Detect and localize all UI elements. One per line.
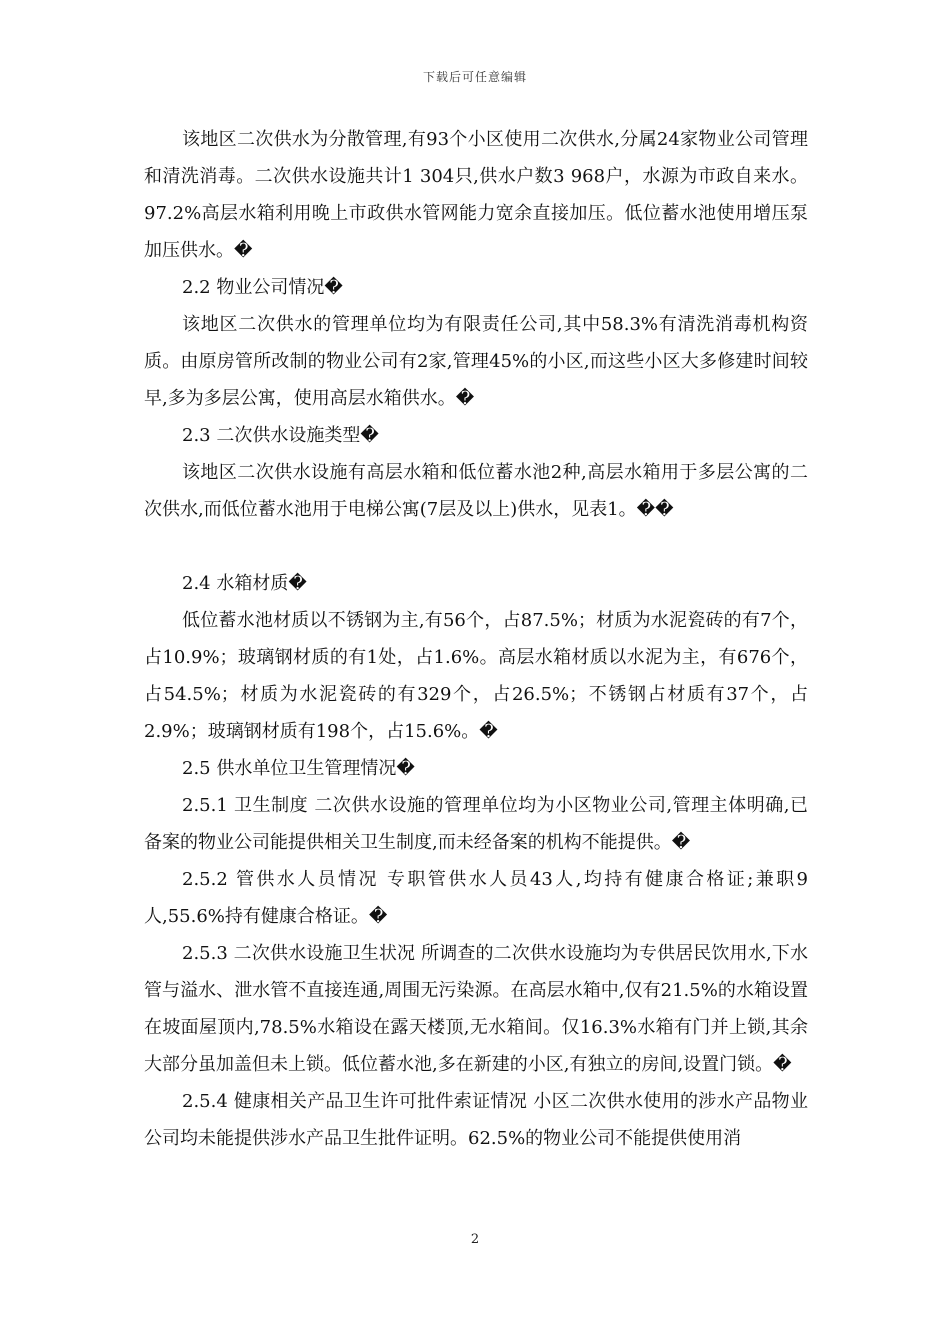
section-heading-2-4: 2.4 水箱材质� (182, 573, 307, 594)
blank-line (144, 528, 808, 565)
section-heading-2-2: 2.2 物业公司情况� (182, 277, 343, 298)
section-heading-2-3: 2.3 二次供水设施类型� (182, 425, 379, 446)
paragraph-tank-materials: 低位蓄水池材质以不锈钢为主,有56个，占87.5%；材质为水泥瓷砖的有7个，占10.9%；玻璃钢材质的有1处，占1.6%。高层水箱材质以水泥为主，有676个，占54.5%；材质为水泥瓷砖的有329个，占26.5%；不锈钢占材质有37个，占2.9%；玻璃钢材质有198个，占15.6%。� (144, 610, 808, 742)
paragraph-property-companies: 该地区二次供水的管理单位均为有限责任公司,其中58.3%有清洗消毒机构资质。由原房管所改制的物业公司有2家,管理45%的小区,而这些小区大多修建时间较早,多为多层公寓，使用高层水箱供水。� (144, 314, 808, 409)
paragraph-facility-hygiene: 2.5.3 二次供水设施卫生状况 所调查的二次供水设施均为专供居民饮用水,下水管与溢水、泄水管不直接连通,周围无污染源。在高层水箱中,仅有21.5%的水箱设置在坡面屋顶内,78.5%水箱设在露天楼顶,无水箱间。仅16.3%水箱有门并上锁,其余大部分虽加盖但未上锁。低位蓄水池,多在新建的小区,有独立的房间,设置门锁。� (144, 943, 808, 1075)
paragraph-hygiene-rules: 2.5.1 卫生制度 二次供水设施的管理单位均为小区物业公司,管理主体明确,已备案的物业公司能提供相关卫生制度,而未经备案的机构不能提供。� (144, 795, 808, 853)
section-heading-2-5: 2.5 供水单位卫生管理情况� (182, 758, 415, 779)
document-body (144, 121, 808, 1157)
paragraph-product-permits: 2.5.4 健康相关产品卫生许可批件索证情况 小区二次供水使用的涉水产品物业公司均未能提供涉水产品卫生批件证明。62.5%的物业公司不能提供使用消 (144, 1091, 808, 1149)
page-header: 下载后可任意编辑 (422, 70, 527, 84)
paragraph-facility-types: 该地区二次供水设施有高层水箱和低位蓄水池2种,高层水箱用于多层公寓的二次供水,而低位蓄水池用于电梯公寓(7层及以上)供水，见表1。�� (144, 462, 808, 520)
paragraph-supply-overview: 该地区二次供水为分散管理,有93个小区使用二次供水,分属24家物业公司管理和清洗消毒。二次供水设施共计1 304只,供水户数3 968户，水源为市政自来水。97.2%高层水箱利用晚上市政供水管网能力宽余直接加压。低位蓄水池使用增压泵加压供水。� (144, 129, 808, 261)
page-number: 2 (470, 1232, 480, 1247)
paragraph-staff-status: 2.5.2 管供水人员情况 专职管供水人员43人,均持有健康合格证;兼职9人,55.6%持有健康合格证。� (144, 869, 808, 927)
